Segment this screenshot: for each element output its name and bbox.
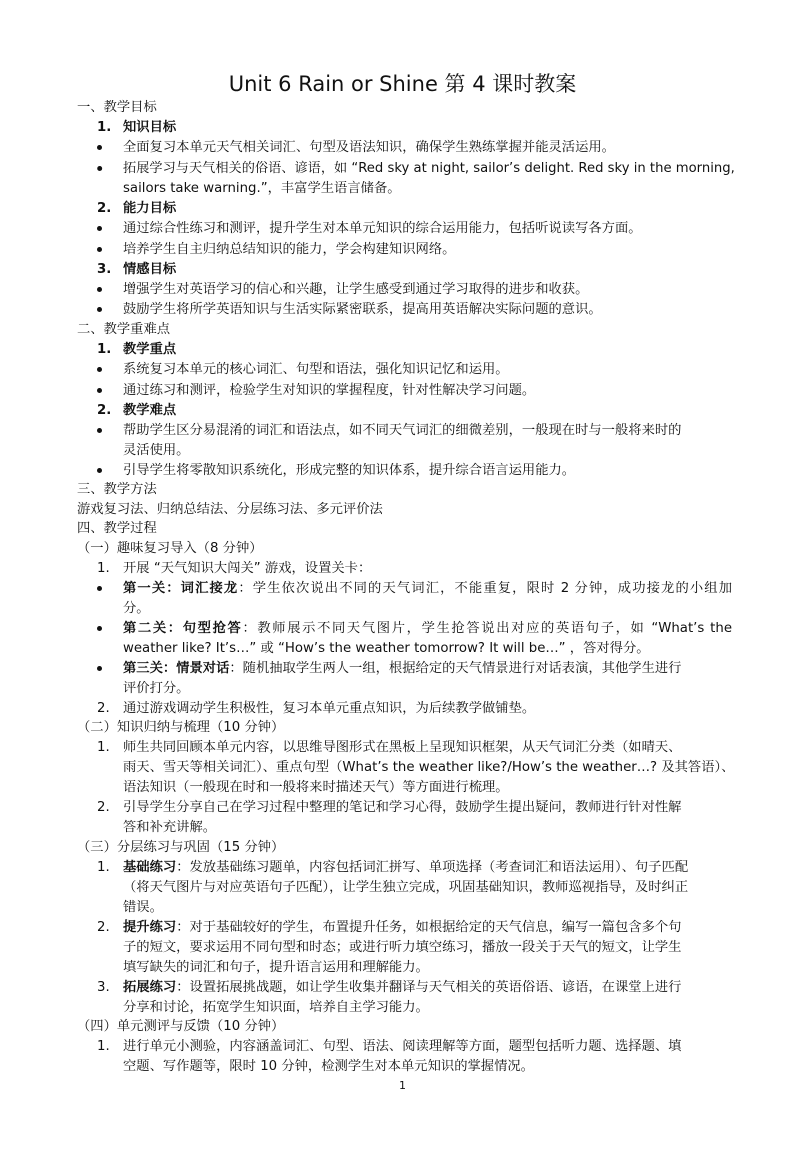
subheading-focus: 教学重点 (123, 342, 177, 357)
list-number: 1. (97, 561, 110, 576)
list-item-continuation: 填写缺失的词汇和句子，提升语言运用和理解能力。 (123, 960, 429, 975)
bullet-item: 培养学生自主归纳总结知识的能力，学会构建知识网络。 (123, 240, 455, 260)
list-item-continuation: 空题、写作题等，限时 10 分钟，检测学生对本单元知识的掌握情况。 (123, 1059, 534, 1074)
list-item-continuation: 语法知识（一般现在时和一般将来时描述天气）等方面进行梳理。 (123, 780, 509, 795)
list-number: 2. (97, 403, 112, 418)
page-title: Unit 6 Rain or Shine 第 4 课时教案 (228, 72, 577, 96)
bullet-item-continuation: 评价打分。 (123, 681, 190, 696)
list-number: 1. (97, 342, 112, 357)
subheading-ability: 能力目标 (123, 201, 177, 216)
bullet-item: 增强学生对英语学习的信心和兴趣，让学生感受到通过学习取得的进步和收获。 (123, 280, 588, 300)
game-level-3: 第三关：情景对话：随机抽取学生两人一组，根据给定的天气情景进行对话表演，其他学生进行 (123, 659, 681, 679)
bullet-item: 鼓励学生将所学英语知识与生活实际紧密联系，提高用英语解决实际问题的意识。 (123, 300, 602, 320)
bullet-item-continuation: 灵活使用。 (123, 443, 190, 458)
list-number: 3. (97, 980, 110, 995)
subheading-knowledge: 知识目标 (123, 120, 177, 135)
list-number: 1. (97, 120, 112, 135)
section-heading-key-points: 二、教学重难点 (77, 322, 171, 337)
list-number: 1. (97, 740, 110, 755)
subheading-difficulty: 教学难点 (123, 403, 177, 418)
bullet-item: 通过综合性练习和测评，提升学生对本单元知识的综合运用能力，包括听说读写各方面。 (123, 219, 642, 239)
page-number: 1 (399, 1079, 406, 1092)
list-item-continuation: 答和补充讲解。 (123, 820, 217, 835)
list-item-continuation: （将天气图片与对应英语句子匹配），让学生独立完成，巩固基础知识，教师巡视指导，及时纠正 (123, 880, 689, 895)
section-heading-process: 四、教学过程 (77, 521, 157, 536)
list-number: 2. (97, 920, 110, 935)
list-number: 1. (97, 860, 110, 875)
part-heading-practice: （三）分层练习与巩固（15 分钟） (77, 840, 285, 855)
list-number: 3. (97, 262, 112, 277)
bullet-item: 全面复习本单元天气相关词汇、句型及语法知识，确保学生熟练掌握并能灵活运用。 (123, 138, 615, 158)
list-number: 1. (97, 1039, 110, 1054)
list-item: 通过游戏调动学生积极性，复习本单元重点知识，为后续教学做铺垫。 (123, 701, 536, 716)
list-item-continuation: 错误。 (123, 900, 163, 915)
methods-text: 游戏复习法、归纳总结法、分层练习法、多元评价法 (77, 502, 383, 517)
list-item: 师生共同回顾本单元内容，以思维导图形式在黑板上呈现知识框架，从天气词汇分类（如晴天、 (123, 740, 682, 755)
list-item-continuation: 分享和讨论，拓宽学生知识面，培养自主学习能力。 (123, 1000, 429, 1015)
list-number: 2. (97, 800, 110, 815)
list-item: 引导学生分享自己在学习过程中整理的笔记和学习心得，鼓励学生提出疑问，教师进行针对性解 (123, 800, 682, 815)
section-heading-objectives: 一、教学目标 (77, 100, 157, 115)
bullet-item: 系统复习本单元的核心词汇、句型和语法，强化知识记忆和运用。 (123, 360, 509, 380)
game-level-2: 第二关：句型抢答：教师展示不同天气图片，学生抢答说出对应的英语句子，如 “What’s the (123, 619, 732, 639)
section-heading-methods: 三、教学方法 (77, 482, 157, 497)
subheading-emotion: 情感目标 (123, 262, 177, 277)
part-heading-assessment: （四）单元测评与反馈（10 分钟） (77, 1019, 285, 1034)
bullet-item-continuation: 分。 (123, 601, 150, 616)
bullet-item-continuation: sailors take warning.”，丰富学生语言储备。 (123, 181, 401, 196)
bullet-item-continuation: weather like? It’s…” 或 “How’s the weather tomorrow? It will be…” ，答对得分。 (123, 641, 650, 656)
practice-basic: 基础练习：发放基础练习题单，内容包括词汇拼写、单项选择（考查词汇和语法运用）、句子匹配 (123, 860, 689, 875)
bullet-item: 拓展学习与天气相关的俗语、谚语，如 “Red sky at night, sailor’s delight. Red sky in the morning, (123, 159, 735, 179)
part-heading-warmup: （一）趣味复习导入（8 分钟） (77, 541, 263, 556)
game-level-1: 第一关：词汇接龙：学生依次说出不同的天气词汇，不能重复，限时 2 分钟，成功接龙的小组加 (123, 579, 732, 599)
bullet-item: 通过练习和测评，检验学生对知识的掌握程度，针对性解决学习问题。 (123, 381, 535, 401)
practice-extension: 拓展练习：设置拓展挑战题，如让学生收集并翻译与天气相关的英语俗语、谚语，在课堂上进行 (123, 980, 682, 995)
list-number: 2. (97, 201, 112, 216)
list-item-continuation: 子的短文，要求运用不同句型和时态；或进行听力填空练习，播放一段关于天气的短文，让学生 (123, 940, 682, 955)
bullet-item: 帮助学生区分易混淆的词汇和语法点，如不同天气词汇的细微差别，一般现在时与一般将来时的 (123, 421, 681, 441)
bullet-item: 引导学生将零散知识系统化，形成完整的知识体系，提升综合语言运用能力。 (123, 461, 575, 481)
practice-advanced: 提升练习：对于基础较好的学生，布置提升任务，如根据给定的天气信息，编写一篇包含多个句 (123, 920, 682, 935)
list-item: 进行单元小测验，内容涵盖词汇、句型、语法、阅读理解等方面，题型包括听力题、选择题、填 (123, 1039, 682, 1054)
list-number: 2. (97, 701, 110, 716)
part-heading-summary: （二）知识归纳与梳理（10 分钟） (77, 720, 285, 735)
list-item: 开展 “天气知识大闯关” 游戏，设置关卡： (123, 561, 372, 576)
list-item-continuation: 雨天、雪天等相关词汇）、重点句型（What’s the weather like?/How’s the weather…? 及其答语）、 (123, 760, 735, 775)
